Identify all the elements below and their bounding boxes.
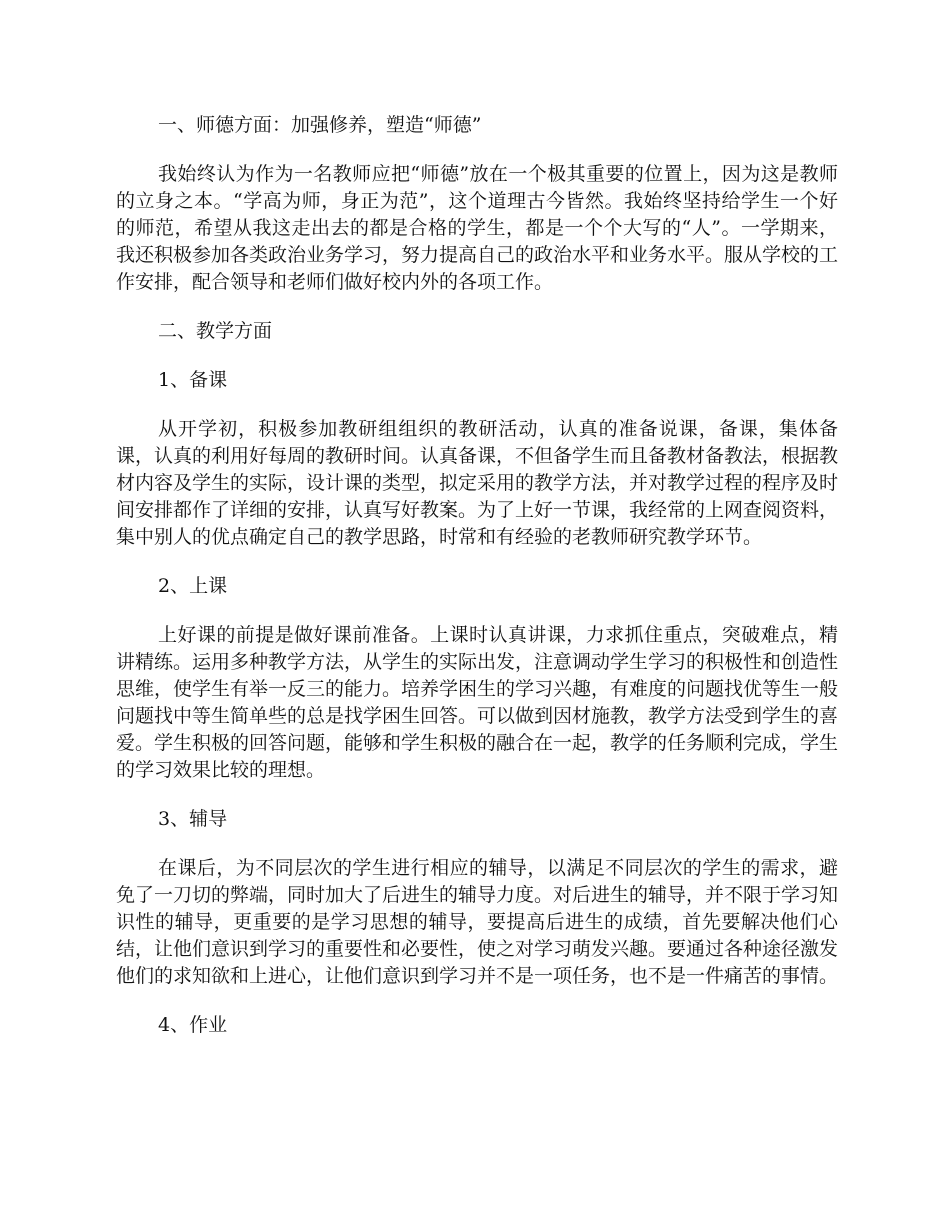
paragraph-tutoring: 在课后，为不同层次的学生进行相应的辅导，以满足不同层次的学生的需求，避免了一刀切的弊端，同时加大了后进生的辅导力度。对后进生的辅导，并不限于学习知识性的辅导，更重要的是学习思想的辅导，要提高后进生的成绩，首先要解决他们心结，让他们意识到学习的重要性和必要性，使之对学习萌发兴趣。要通过各种途径激发他们的求知欲和上进心，让他们意识到学习并不是一项任务，也不是一件痛苦的事情。 — [116, 857, 839, 987]
subheading-in-class: 2、上课 — [158, 575, 228, 597]
section-heading-teaching: 二、教学方面 — [158, 320, 273, 342]
section-heading-teacher-ethics: 一、师德方面：加强修养，塑造“师德” — [158, 114, 482, 136]
paragraph-in-class: 上好课的前提是做好课前准备。上课时认真讲课，力求抓住重点，突破难点，精讲精练。运用多种教学方法，从学生的实际出发，注意调动学生学习的积极性和创造性思维，使学生有举一反三的能力。培养学困生的学习兴趣，有难度的问题找优等生一般问题找中等生简单些的总是找学困生回答。可以做到因材施教，教学方法受到学生的喜爱。学生积极的回答问题，能够和学生积极的融合在一起，教学的任务顺利完成，学生的学习效果比较的理想。 — [116, 624, 839, 781]
paragraph-lesson-prep: 从开学初，积极参加教研组组织的教研活动，认真的准备说课，备课，集体备课，认真的利用好每周的教研时间。认真备课，不但备学生而且备教材备教法，根据教材内容及学生的实际，设计课的类型，拟定采用的教学方法，并对教学过程的程序及时间安排都作了详细的安排，认真写好教案。为了上好一节课，我经常的上网查阅资料，集中别人的优点确定自己的教学思路，时常和有经验的老教师研究教学环节。 — [116, 418, 839, 548]
document-body — [116, 112, 838, 1039]
subheading-tutoring: 3、辅导 — [158, 808, 228, 830]
subheading-homework: 4、作业 — [158, 1014, 228, 1036]
paragraph-teacher-ethics: 我始终认为作为一名教师应把“师德”放在一个极其重要的位置上，因为这是教师的立身之本。“学高为师，身正为范”，这个道理古今皆然。我始终坚持给学生一个好的师范，希望从我这走出去的都是合格的学生，都是一个个大写的“人”。一学期来，我还积极参加各类政治业务学习，努力提高自己的政治水平和业务水平。服从学校的工作安排，配合领导和老师们做好校内外的各项工作。 — [116, 163, 839, 293]
subheading-lesson-prep: 1、备课 — [158, 369, 228, 391]
